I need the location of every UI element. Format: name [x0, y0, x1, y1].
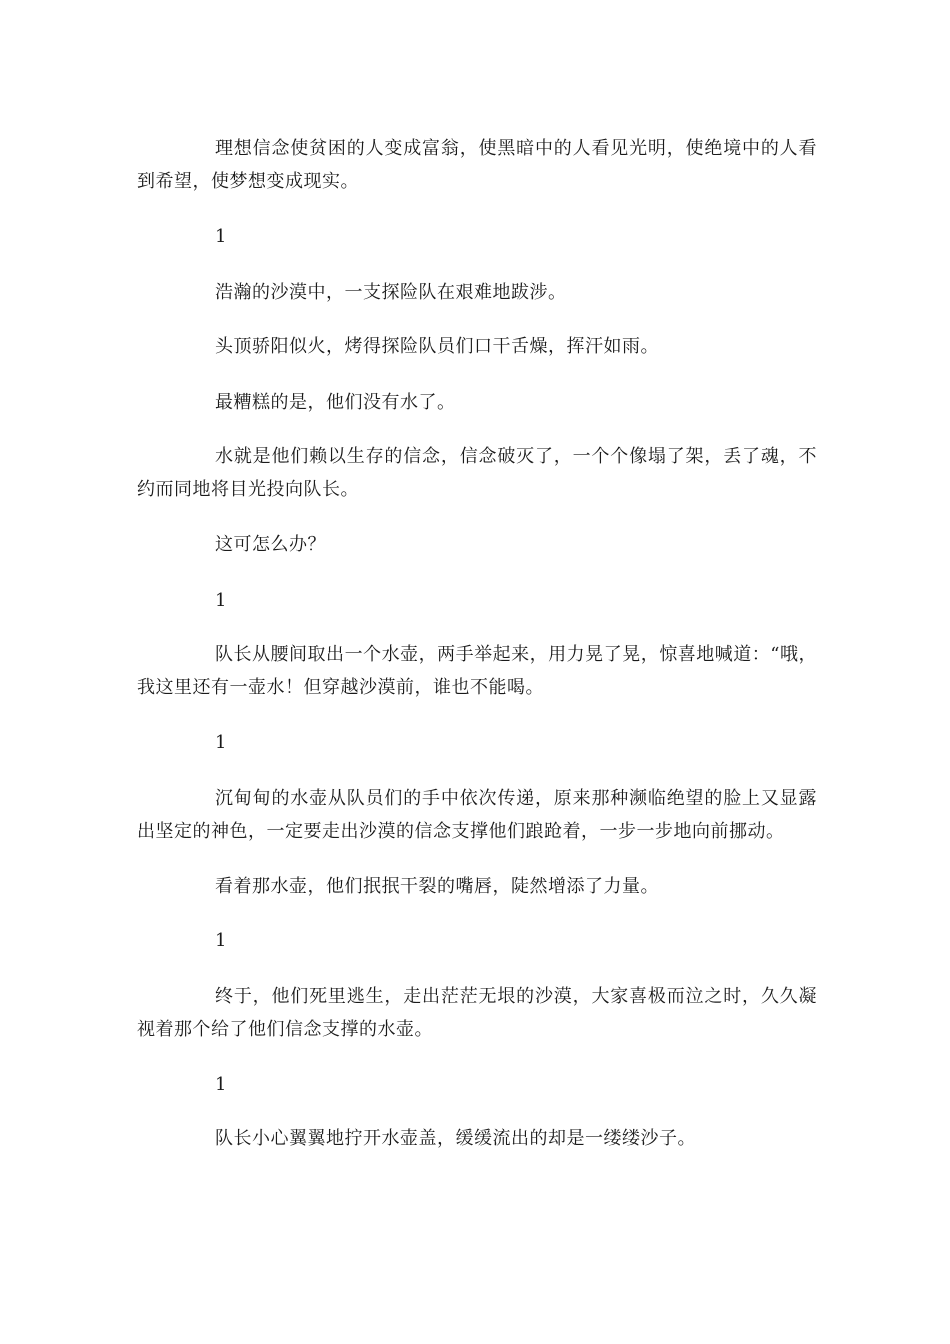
paragraph: 头顶骄阳似火，烤得探险队员们口干舌燥，挥汗如雨。 — [215, 336, 659, 357]
paragraph: 队长小心翼翼地拧开水壶盖，缓缓流出的却是一缕缕沙子。 — [215, 1128, 696, 1149]
paragraph-intro: 理想信念使贫困的人变成富翁，使黑暗中的人看见光明，使绝境中的人看到希望，使梦想变成现实。 — [137, 138, 817, 192]
paragraph: 终于，他们死里逃生，走出茫茫无垠的沙漠，大家喜极而泣之时，久久凝视着那个给了他们信念支撑的水壶。 — [137, 986, 817, 1040]
section-marker: 1 — [215, 590, 227, 611]
paragraph: 水就是他们赖以生存的信念，信念破灭了，一个个像塌了架，丢了魂，不约而同地将目光投向队长。 — [137, 446, 817, 500]
section-marker: 1 — [215, 226, 227, 247]
paragraph: 这可怎么办？ — [215, 534, 326, 555]
paragraph: 浩瀚的沙漠中，一支探险队在艰难地跋涉。 — [215, 282, 567, 303]
paragraph: 沉甸甸的水壶从队员们的手中依次传递，原来那种濒临绝望的脸上又显露出坚定的神色，一定要走出沙漠的信念支撑他们踉跄着，一步一步地向前挪动。 — [137, 788, 817, 842]
paragraph: 看着那水壶，他们抿抿干裂的嘴唇，陡然增添了力量。 — [215, 876, 659, 897]
section-marker: 1 — [215, 1074, 227, 1095]
paragraph: 队长从腰间取出一个水壶，两手举起来，用力晃了晃，惊喜地喊道：“哦，我这里还有一壶水！但穿越沙漠前，谁也不能喝。 — [137, 644, 817, 698]
section-marker: 1 — [215, 930, 227, 951]
paragraph: 最糟糕的是，他们没有水了。 — [215, 392, 456, 413]
section-marker: 1 — [215, 732, 227, 753]
